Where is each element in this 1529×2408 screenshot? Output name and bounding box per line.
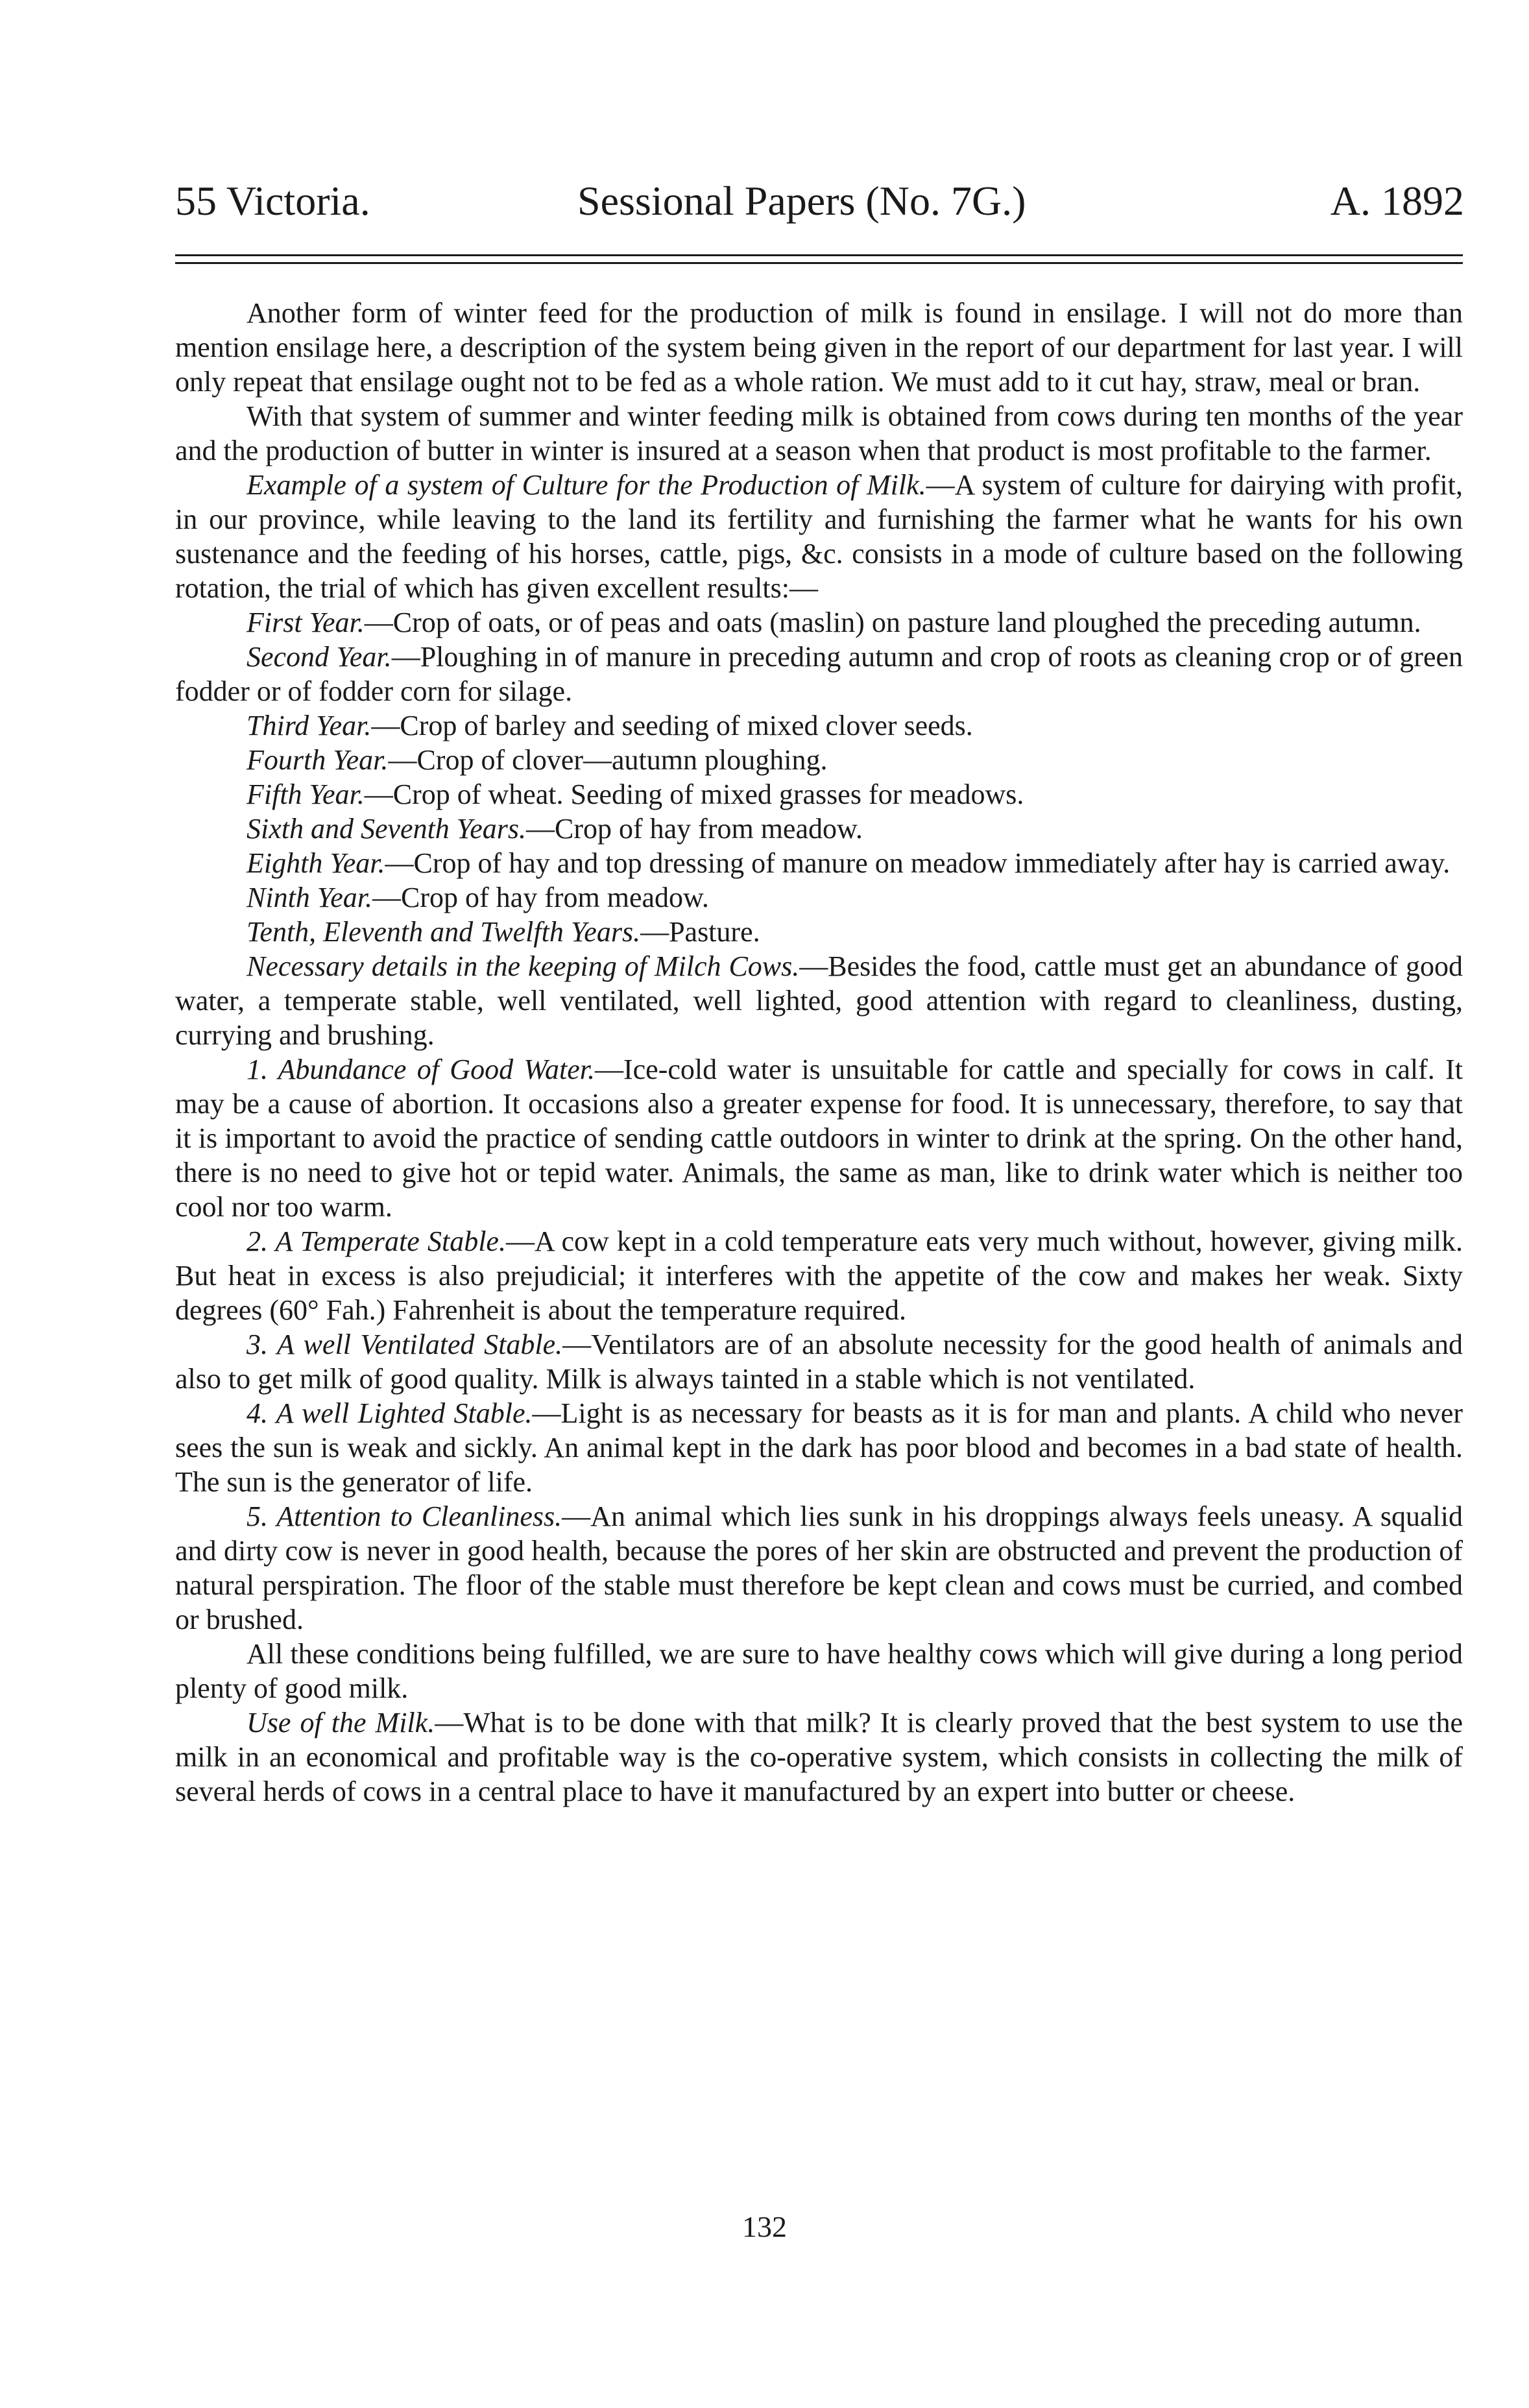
paragraph-heading: 4. A well Lighted Stable. — [247, 1397, 533, 1429]
header-rule-bottom — [175, 262, 1463, 264]
paragraph-text: —Pasture. — [640, 916, 760, 948]
paragraph-heading: Necessary details in the keeping of Milch Cows. — [247, 950, 800, 982]
paragraph — [175, 1637, 1463, 1705]
paragraph-heading: 2. A Temperate Stable. — [247, 1225, 506, 1257]
paragraph-text: —Ploughing in of manure in preceding autumn and crop of roots as cleaning crop or of green fodder or of fodder corn for silage. — [175, 641, 1463, 707]
paragraph-heading: 3. A well Ventilated Stable. — [247, 1329, 563, 1360]
paragraph — [175, 1224, 1463, 1327]
paragraph — [175, 640, 1463, 708]
header-session: 55 Victoria. — [175, 178, 370, 224]
paragraph — [175, 812, 1463, 846]
header-title: Sessional Papers (No. 7G.) — [577, 178, 1026, 224]
paragraph-heading: 5. Attention to Cleanliness. — [247, 1500, 562, 1532]
paragraph-heading: 1. Abundance of Good Water. — [247, 1054, 595, 1085]
paragraph-text: —Crop of wheat. Seeding of mixed grasses for meadows. — [364, 778, 1024, 810]
paragraph-heading: Second Year. — [247, 641, 392, 673]
header-year: A. 1892 — [1330, 178, 1464, 224]
header-rule-top — [175, 254, 1463, 256]
paragraph — [175, 605, 1463, 640]
paragraph-heading: Fourth Year. — [247, 744, 389, 776]
paragraph — [175, 1052, 1463, 1224]
paragraph-text: —Ice-cold water is unsuitable for cattle and specially for cows in calf. It may be a cause of abortion. It occasions also a greater expense for food. It is unnecessary, therefore, to say that it is important to avoid the practice of sending cattle outdoors in winter to drink at the spring. On the other hand, there is no need to give hot or tepid water. Animals, the same as man, like to drink water which is neither too cool nor too warm. — [175, 1054, 1463, 1223]
paragraph-text: —An animal which lies sunk in his droppings always feels uneasy. A squalid and dirty cow is never in good health, because the pores of her skin are obstructed and prevent the production of natural perspiration. The floor of the stable must therefore be kept clean and cows must be curried, and combed or brushed. — [175, 1500, 1463, 1635]
paragraph-heading: Use of the Milk. — [247, 1707, 435, 1739]
paragraph — [175, 777, 1463, 812]
paragraph — [175, 846, 1463, 880]
body-text — [175, 296, 1463, 1809]
paragraph-heading: Fifth Year. — [247, 778, 365, 810]
paragraph-text: —A system of culture for dairying with profit, in our province, while leaving to the land its fertility and furnishing the farmer what he wants for his own sustenance and the feeding of his horses, cattle, pigs, &c. consists in a mode of culture based on the following rotation, the trial of which has given excellent results:— — [175, 469, 1463, 604]
paragraph — [175, 1327, 1463, 1396]
paragraph-text: —Crop of oats, or of peas and oats (maslin) on pasture land ploughed the preceding autumn. — [364, 607, 1421, 638]
page-header — [175, 175, 1464, 227]
paragraph-heading: Example of a system of Culture for the Production of Milk. — [247, 469, 926, 501]
paragraph — [175, 915, 1463, 949]
paragraph-text: —Crop of clover—autumn ploughing. — [388, 744, 828, 776]
paragraph-text: With that system of summer and winter feeding milk is obtained from cows during ten months of the year and the production of butter in winter is insured at a season when that product is most profitable to the farmer. — [175, 400, 1463, 466]
paragraph-text: —Besides the food, cattle must get an abundance of good water, a temperate stable, well ventilated, well lighted, good attention with regard to cleanliness, dusting, currying and brushing. — [175, 950, 1463, 1051]
paragraph-text: All these conditions being fulfilled, we are sure to have healthy cows which will give during a long period plenty of good milk. — [175, 1638, 1463, 1704]
paragraph-text: —A cow kept in a cold temperature eats very much without, however, giving milk. But heat in excess is also prejudicial; it interferes with the appetite of the cow and makes her weak. Sixty degrees (60° Fah.) Fahrenheit is about the temperature required. — [175, 1225, 1463, 1326]
paragraph-text: —Crop of hay and top dressing of manure on meadow immediately after hay is carried away. — [385, 847, 1451, 879]
paragraph-text: —Light is as necessary for beasts as it is for man and plants. A child who never sees the sun is weak and sickly. An animal kept in the dark has poor blood and becomes in a bad state of health. The sun is the generator of life. — [175, 1397, 1463, 1498]
paragraph-text: Another form of winter feed for the production of milk is found in ensilage. I will not do more than mention ensilage here, a description of the system being given in the report of our department for last year. I will only repeat that ensilage ought not to be fed as a whole ration. We must add to it cut hay, straw, meal or bran. — [175, 297, 1463, 398]
paragraph — [175, 399, 1463, 468]
paragraph — [175, 296, 1463, 399]
paragraph-heading: Eighth Year. — [247, 847, 385, 879]
paragraph-heading: Ninth Year. — [247, 882, 373, 913]
paragraph — [175, 949, 1463, 1052]
paragraph — [175, 1396, 1463, 1499]
paragraph — [175, 880, 1463, 915]
paragraph — [175, 468, 1463, 605]
paragraph — [175, 708, 1463, 743]
paragraph-heading: Tenth, Eleventh and Twelfth Years. — [247, 916, 641, 948]
paragraph-text: —Crop of hay from meadow. — [372, 882, 709, 913]
paragraph-text: —What is to be done with that milk? It is clearly proved that the best system to use the milk in an economical and profitable way is the co-operative system, which consists in collecting the milk of several herds of cows in a central place to have it manufactured by an expert into butter or cheese. — [175, 1707, 1463, 1807]
paragraph-heading: Third Year. — [247, 710, 372, 741]
paragraph — [175, 1499, 1463, 1637]
paragraph-heading: Sixth and Seventh Years. — [247, 813, 526, 845]
paragraph — [175, 1705, 1463, 1809]
paragraph-text: —Ventilators are of an absolute necessity for the good health of animals and also to get milk of good quality. Milk is always tainted in a stable which is not ventilated. — [175, 1329, 1463, 1395]
page-number: 132 — [742, 2210, 787, 2243]
paragraph-heading: First Year. — [247, 607, 365, 638]
paragraph-text: —Crop of barley and seeding of mixed clover seeds. — [371, 710, 973, 741]
paragraph — [175, 743, 1463, 777]
paragraph-text: —Crop of hay from meadow. — [526, 813, 863, 845]
